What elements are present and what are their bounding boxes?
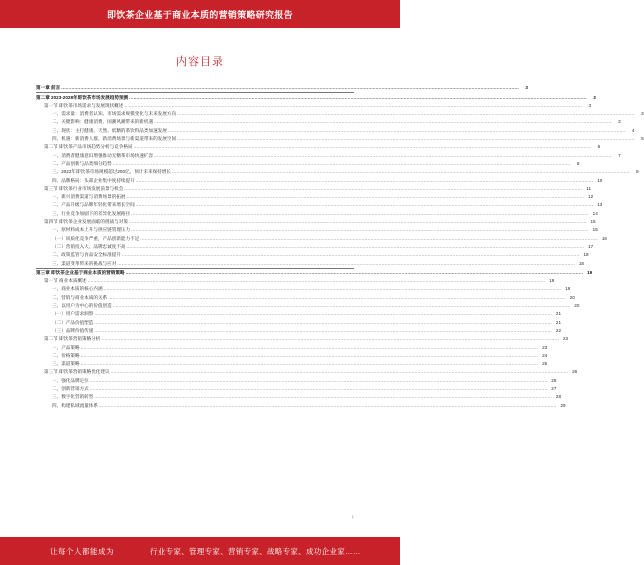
toc-entry-page: 19 [587, 269, 593, 275]
toc-entry-title: （二）产品价值塑造 [52, 319, 94, 325]
toc-entry-title: 第三章 即饮茶企业基于商业本质的营销策略 [36, 269, 125, 275]
toc-entry-title: 一、新兴消费渠道与消费场景的拓展 [52, 194, 126, 200]
toc-entry[interactable] [36, 393, 562, 401]
toc-entry[interactable] [36, 335, 569, 343]
toc-entry-page: 19 [565, 286, 571, 292]
toc-entry[interactable] [36, 251, 589, 259]
toc-entry[interactable] [36, 401, 566, 409]
toc-dot-leader [90, 377, 548, 385]
toc-entry-page: 19 [549, 278, 555, 284]
toc-dot-leader [129, 94, 587, 102]
toc-dot-leader [108, 294, 566, 302]
toc-dot-leader [136, 201, 594, 209]
toc-entry-page: 21 [555, 319, 562, 325]
toc-dot-leader [154, 118, 612, 126]
page-number: 1 [351, 514, 354, 519]
toc-entry-title: （一）用户需求洞察 [52, 311, 94, 317]
toc-entry[interactable] [36, 185, 592, 193]
toc-entry-page: 20 [569, 294, 575, 300]
toc-dot-leader [81, 344, 539, 352]
toc-entry[interactable] [36, 376, 557, 384]
toc-dot-leader [131, 210, 589, 218]
toc-entry-title: 一、产品策略 [52, 344, 80, 350]
toc-dot-leader [111, 368, 569, 376]
toc-entry-page: 23 [542, 344, 548, 350]
report-title: 即饮茶企业基于商业本质的营销策略研究报告 [106, 9, 293, 20]
toc-dot-leader [113, 160, 571, 168]
toc-entry-title: 三、2022年即饮茶市场规模超过200亿，预计未来保持增长 [52, 169, 171, 175]
toc-dot-leader [129, 218, 587, 226]
toc-dot-leader [122, 251, 580, 259]
toc-entry-title: 二、营销与商业本质的关系 [52, 294, 108, 300]
toc-entry-title: （二）营销投入大、品牌忠诚度不高 [52, 243, 126, 249]
toc-entry-title: 三、渠道变革带来的挑战与应对 [52, 260, 117, 266]
toc-entry-page: 26 [551, 377, 557, 383]
toc-entry-page: 20 [574, 303, 580, 309]
toc-entry[interactable] [36, 318, 562, 326]
toc-entry-page: 6 [597, 144, 601, 150]
toc-entry-title: 三、渠道策略 [52, 361, 80, 367]
toc-entry[interactable] [36, 293, 575, 301]
toc-entry[interactable] [36, 176, 603, 184]
toc-entry-page: 24 [542, 352, 548, 358]
toc-entry-title: 二、关键影响：健康消费、国潮风潮带来的新机遇 [52, 119, 154, 125]
toc-dot-leader [94, 393, 552, 401]
toc-entry-page: 3 [618, 119, 621, 125]
toc-entry-title: 一、强化品牌定位 [52, 377, 89, 383]
toc-entry-page: 27 [551, 385, 557, 391]
toc-dot-leader [140, 235, 598, 243]
toc-dot-leader [177, 135, 635, 143]
toc-entry-title: （一）同质化竞争严重，产品创新能力不足 [52, 235, 140, 241]
toc-entry-title: 第四节 即饮茶企业发展面临的挑战与对策 [44, 219, 128, 225]
toc-entry[interactable] [36, 268, 593, 277]
toc-dot-leader [81, 352, 539, 360]
toc-entry[interactable] [36, 193, 594, 201]
toc-entry-title: 二、创新营销方式 [52, 385, 89, 391]
toc-entry-title: 第二节 即饮茶产品市场趋势分析与竞争格局 [44, 144, 133, 150]
toc-entry-page: 13 [597, 202, 603, 208]
toc-entry-title: 三、现状：主打健康、天然、低糖的茶饮料品类加速发展 [52, 127, 167, 133]
toc-dot-leader [136, 177, 594, 185]
toc-dot-leader [134, 143, 592, 151]
toc-entry[interactable] [36, 385, 557, 393]
table-of-contents [36, 84, 644, 410]
toc-entry-page: 12 [588, 194, 594, 200]
toc-dot-leader [172, 168, 630, 176]
toc-dot-leader [94, 310, 552, 318]
toc-dot-leader [177, 110, 635, 118]
toc-entry[interactable] [36, 277, 555, 285]
footer-slogan-left: 让每个人都能成为 [50, 546, 114, 556]
toc-entry-title: 二、产品升级与品牌年轻化带来增长空间 [52, 202, 135, 208]
toc-entry[interactable] [36, 302, 580, 310]
toc-entry-title: 三、数字化营销转型 [52, 394, 94, 400]
toc-entry-page: 5 [641, 136, 644, 142]
toc-entry-title: 二、价格策略 [52, 352, 80, 358]
toc-dot-leader [168, 127, 626, 135]
toc-entry[interactable] [36, 226, 598, 234]
toc-dot-leader [94, 319, 552, 327]
toc-entry-title: 三、行业竞争加剧下的差异化发展路径 [52, 210, 131, 216]
toc-entry-page: 8 [576, 160, 580, 166]
toc-dot-leader [131, 226, 589, 234]
toc-dot-leader [113, 302, 571, 310]
toc-entry[interactable] [36, 168, 639, 176]
toc-entry[interactable] [36, 327, 562, 335]
toc-entry-title: 四、机遇：新消费人群、新消费场景与新渠道带来的发展空间 [52, 136, 177, 142]
toc-entry-title: 一、原材料成本上升与供应链管理压力 [52, 227, 131, 233]
toc-dot-leader [81, 360, 539, 368]
toc-dot-leader [90, 385, 548, 393]
toc-entry-page: 3 [588, 102, 592, 108]
toc-entry-page: 23 [562, 336, 569, 342]
toc-entry-title: 一、需求量：消费者认知、市场需求规模变化与未来发展方向 [52, 111, 177, 117]
toc-entry[interactable] [36, 368, 578, 376]
toc-entry-page: 26 [572, 369, 578, 375]
toc-dot-leader [61, 84, 519, 92]
toc-heading: 内容目录 [176, 56, 224, 68]
toc-dot-leader [124, 102, 582, 110]
toc-entry[interactable] [36, 110, 644, 118]
toc-entry[interactable] [36, 151, 621, 159]
toc-entry[interactable] [36, 352, 548, 360]
toc-entry-page: 15 [592, 227, 598, 233]
toc-entry-title: 三、以用户为中心的价值创造 [52, 303, 112, 309]
toc-dot-leader [101, 335, 559, 343]
toc-entry[interactable] [36, 135, 644, 143]
toc-entry-page: 22 [555, 327, 562, 333]
toc-entry-page: 29 [560, 402, 566, 408]
toc-dot-leader [88, 277, 546, 285]
footer-slogan-right: 行业专家、管理专家、营销专家、战略专家、成功企业家…… [150, 546, 361, 556]
toc-dot-leader [154, 152, 612, 160]
toc-entry-page: 18 [578, 260, 584, 266]
toc-entry[interactable] [36, 126, 635, 134]
toc-entry-title: 第一节 即饮茶市场需求与发展现状概述 [44, 102, 124, 108]
toc-entry-page: 25 [542, 361, 548, 367]
toc-dot-leader [94, 327, 552, 335]
toc-entry-page: 9 [636, 169, 639, 175]
toc-entry[interactable] [36, 218, 596, 226]
report-header-bar [0, 0, 400, 28]
toc-entry-page: 3 [593, 94, 596, 100]
toc-entry-title: 第二章 2023-2028年即饮茶市场发展趋势预测 [36, 94, 129, 100]
toc-entry-title: 第二节 即饮茶营销策略分析 [44, 336, 101, 342]
toc-dot-leader [99, 402, 557, 410]
toc-dot-leader [104, 285, 562, 293]
toc-entry-page: 16 [601, 235, 607, 241]
toc-entry-page: 21 [555, 311, 562, 317]
toc-entry[interactable] [36, 102, 592, 110]
toc-entry[interactable] [36, 243, 594, 251]
toc-entry-title: 第一节 商业本质概述 [44, 278, 87, 284]
toc-entry[interactable] [36, 343, 548, 351]
toc-entry-title: 第三节 即饮茶营销策略优化建议 [44, 369, 110, 375]
toc-entry-page: 3 [525, 85, 528, 91]
toc-entry[interactable] [36, 209, 598, 217]
toc-entry[interactable] [36, 118, 621, 126]
toc-entry[interactable] [36, 92, 596, 101]
toc-dot-leader [124, 185, 582, 193]
toc-entry-title: 二、产品创新与品类细分趋势 [52, 160, 112, 166]
toc-entry[interactable] [36, 201, 603, 209]
toc-entry-page: 11 [586, 185, 592, 191]
toc-entry-page: 3 [641, 111, 644, 117]
toc-entry-title: 第三节 即饮茶行业市场发展前景与机会 [44, 185, 124, 191]
toc-entry-page: 4 [631, 127, 635, 133]
toc-entry[interactable] [36, 84, 528, 92]
toc-entry[interactable] [36, 259, 584, 267]
toc-entry[interactable] [36, 234, 607, 242]
report-footer-bar [0, 537, 400, 565]
toc-entry-page: 15 [590, 219, 596, 225]
toc-entry-page: 18 [583, 252, 589, 258]
toc-entry[interactable] [36, 160, 580, 168]
toc-dot-leader [126, 269, 584, 277]
toc-dot-leader [127, 193, 585, 201]
toc-entry-title: 一、商业本质的核心内涵 [52, 286, 103, 292]
toc-entry-page: 28 [555, 394, 562, 400]
toc-dot-leader [117, 260, 575, 268]
toc-entry[interactable] [36, 310, 562, 318]
toc-dot-leader [127, 243, 585, 251]
toc-entry-title: （三）品牌价值传递 [52, 327, 94, 333]
toc-entry-title: 第一章 前言 [36, 85, 61, 91]
toc-entry-page: 7 [618, 152, 621, 158]
toc-entry-title: 四、构建私域流量体系 [52, 402, 98, 408]
toc-entry[interactable] [36, 143, 601, 151]
toc-entry-title: 二、政策监管与食品安全标准提升 [52, 252, 121, 258]
toc-entry-title: 四、品牌格局：头部企业集中度持续提升 [52, 177, 135, 183]
toc-entry-title: 一、消费者健康意识增强推动无糖茶市场快速扩容 [52, 152, 154, 158]
toc-entry[interactable] [36, 285, 571, 293]
toc-entry-page: 17 [588, 243, 594, 249]
toc-entry[interactable] [36, 360, 548, 368]
toc-entry-page: 10 [597, 177, 603, 183]
toc-entry-page: 14 [592, 210, 598, 216]
